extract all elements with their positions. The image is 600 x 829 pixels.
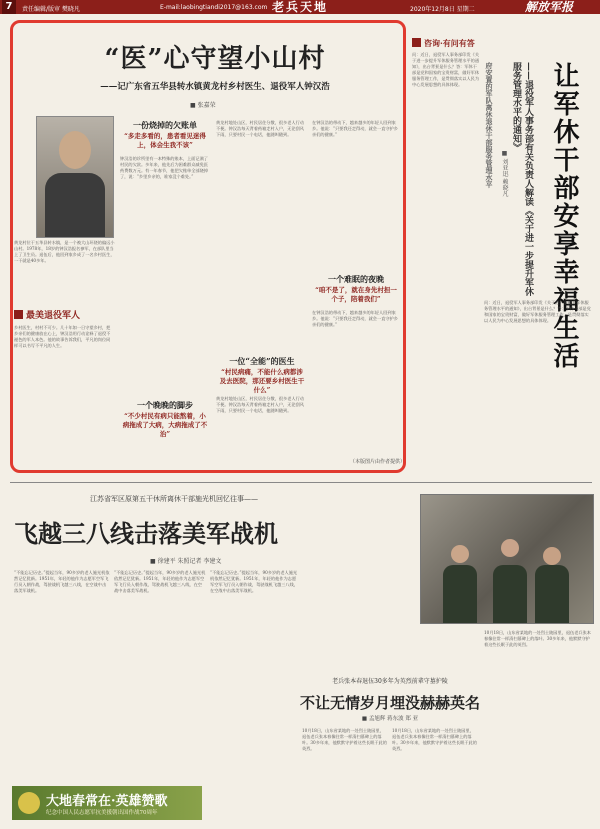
bottom-headline: 不让无情岁月埋没赫赫英名 bbox=[300, 694, 481, 712]
section3-title: 一位“全能”的医生 bbox=[229, 356, 295, 366]
banner-subtitle: 纪念中国人民志愿军抗美援朝出国作战70周年 bbox=[46, 810, 158, 816]
issue-date: 2020年12月8日 星期二 bbox=[410, 6, 475, 13]
qa-headline: 让军休干部安享幸福生活 bbox=[549, 62, 579, 370]
article-column-3b: 黄龙村地处山区，村民居住分散，很多老人行动不便。钟汉浩每天背着药箱走村入户，无论刮风下雨，只要村民一个电话，他随叫随到。 bbox=[216, 396, 304, 413]
veteran-photo bbox=[420, 494, 594, 624]
mid-headline: 飞越三八线击落美军战机 bbox=[14, 519, 278, 548]
emblem-icon bbox=[18, 792, 40, 814]
qa-subtitle: ——退役军人事务部有关负责人解读《关于进一步提升军休服务管理水平的通知》 bbox=[511, 62, 533, 296]
article-column-4: 在钟汉浩的带动下，越来越多的年轻人回到家乡。他说：“只要我还走得动，就会一直守护乡亲们的健康。” bbox=[312, 120, 398, 137]
commentary-box bbox=[14, 308, 114, 468]
section1-quote: “多走多看的，患者看见迷得上，体会生我不该” bbox=[124, 132, 206, 149]
anniversary-banner bbox=[12, 786, 202, 820]
section4-quote: “咱不是了，就在身先村担一个子，陪着我们” bbox=[315, 286, 397, 303]
section-title: 老兵天地 bbox=[272, 0, 329, 14]
editor-info: 责任编辑/版审 樊晓凡 bbox=[22, 6, 80, 13]
newspaper-logo: 解放军报 bbox=[525, 0, 574, 14]
square-icon bbox=[14, 310, 23, 319]
article-column-4b: 在钟汉浩的带动下，越来越多的年轻人回到家乡。他说：“只要我还走得动，就会一直守护乡亲们的健康。” bbox=[312, 310, 398, 327]
section3-quote: “村民病痛，不能什么病都涉及去医院，那还要乡村医生干什么” bbox=[219, 368, 305, 394]
masthead bbox=[0, 0, 600, 14]
page-number: 7 bbox=[2, 0, 16, 14]
qa-kicker: 府安置的军队离休退休干部服务管理水平 bbox=[485, 62, 494, 188]
masthead-email: E-mail:laobingtiandi2017@163.com bbox=[160, 4, 268, 11]
qa-author: ■ 刘亚迅 赖晓凡 bbox=[501, 150, 508, 197]
bottom-column-3: 10月18日，山东省某地的一处烈士陵园里，退伍老兵张本春像往常一样清扫墓碑上的落叶。30多年来，他默默守护着这些长眠于此的英烈。 bbox=[484, 630, 591, 647]
section2-quote: “不少村民有病只能熬着，小病拖成了大病，大病拖成了不治” bbox=[122, 412, 208, 438]
qa-text-2: 问：近日，退役军人事务部印发《关于进一步提升军休服务管理水平的通知》，出台背景是什么？答：军休干部是党和国家的宝贵财富，做好军休服务管理工作，是贯彻落实以人民为中心发展思想的具体体现。 bbox=[484, 300, 591, 323]
qa-text: 问：近日，退役军人事务部印发《关于进一步提升军休服务管理水平的通知》，出台背景是什么？答：军休干部是党和国家的宝贵财富，做好军休服务管理工作，是贯彻落实以人民为中心发展思想的具体体现。 bbox=[412, 52, 480, 87]
section-divider bbox=[10, 482, 592, 483]
banner-title: 大地春常在·英雄赞歌 bbox=[46, 794, 168, 809]
section4-title: 一个难眠的夜晚 bbox=[328, 274, 384, 284]
bottom-column-1: 10月18日，山东省某地的一处烈士陵园里，退伍老兵张本春像往常一样清扫墓碑上的落叶。30多年来，他默默守护着这些长眠于此的英烈。 bbox=[302, 728, 387, 751]
square-icon bbox=[412, 38, 421, 47]
article-column-1: 黄龙村位于五华县转水镇，是一个被大山环绕的偏远小山村。1978年，18岁的钟汉浩报名参军，在部队里当上了卫生员。退伍后，他回到家乡成了一名乡村医生，一干就是40多年。 bbox=[14, 240, 115, 263]
mid-byline: ■ 徐建平 朱照记者 李建文 bbox=[150, 558, 222, 565]
portrait-photo bbox=[36, 116, 114, 238]
mid-column-1: “不能忘记历史。”提起当年，90多岁的老人施光机依然记忆犹新。1951年，年轻的他作为志愿军空军飞行员入朝作战，驾驶战机飞越三八线，在空战中击落美军战机。 bbox=[14, 570, 110, 593]
qa-tag: 咨询·有问有答 bbox=[412, 38, 475, 49]
section1-title: 一份烧掉的欠账单 bbox=[133, 120, 197, 130]
article-column-2: 钟汉浩的诊所里有一本特殊的账本，上面记满了村民的欠款。多年来，他先后为困难群众减免医药费数万元。有一年春节，他把欠账单全部烧掉了，说：“乡里乡亲的，谁家没个难处。” bbox=[120, 156, 208, 179]
photo-credit: （本版图片由作者提供） bbox=[350, 459, 406, 465]
mid-column-3: “不能忘记历史。”提起当年，90多岁的老人施光机依然记忆犹新。1951年，年轻的他作为志愿军空军飞行员入朝作战，驾驶战机飞越三八线，在空战中击落美军战机。 bbox=[210, 570, 298, 593]
section2-title: 一个晚晚的脚步 bbox=[137, 400, 193, 410]
main-headline: “医”心守望小山村 bbox=[104, 44, 326, 74]
mid-column-2: “不能忘记历史。”提起当年，90多岁的老人施光机依然记忆犹新。1951年，年轻的他作为志愿军空军飞行员入朝作战，驾驶战机飞越三八线，在空战中击落美军战机。 bbox=[114, 570, 206, 593]
main-subhead: ——记广东省五华县转水镇黄龙村乡村医生、退役军人钟汉浩 bbox=[100, 82, 330, 92]
bottom-kicker: 老兵张本春退伍30多年为英烈前辈守墓护陵 bbox=[332, 678, 448, 685]
mid-kicker: 江苏省军区原第五干休所离休干部施光机回忆往事—— bbox=[90, 495, 258, 503]
commentary-text: 乡村医生，村村不可少。几十年如一日守望乡村，把乡亲们的健康放在心上，钟汉浩用行动诠释了退役不褪色的军人本色。他的故事告诉我们，平凡的岗位同样可以书写不平凡的人生。 bbox=[14, 325, 111, 348]
bottom-column-2: 10月18日，山东省某地的一处烈士陵园里，退伍老兵张本春像往常一样清扫墓碑上的落叶。30多年来，他默默守护着这些长眠于此的英烈。 bbox=[392, 728, 477, 751]
article-column-3: 黄龙村地处山区，村民居住分散，很多老人行动不便。钟汉浩每天背着药箱走村入户，无论刮风下雨，只要村民一个电话，他随叫随到。 bbox=[216, 120, 304, 137]
commentary-tag: 最美退役军人 bbox=[14, 308, 114, 321]
bottom-byline: ■ 孟旭辉 蒋东波 郑 亚 bbox=[361, 716, 419, 722]
main-byline: ■ 张嘉荣 bbox=[190, 102, 216, 109]
